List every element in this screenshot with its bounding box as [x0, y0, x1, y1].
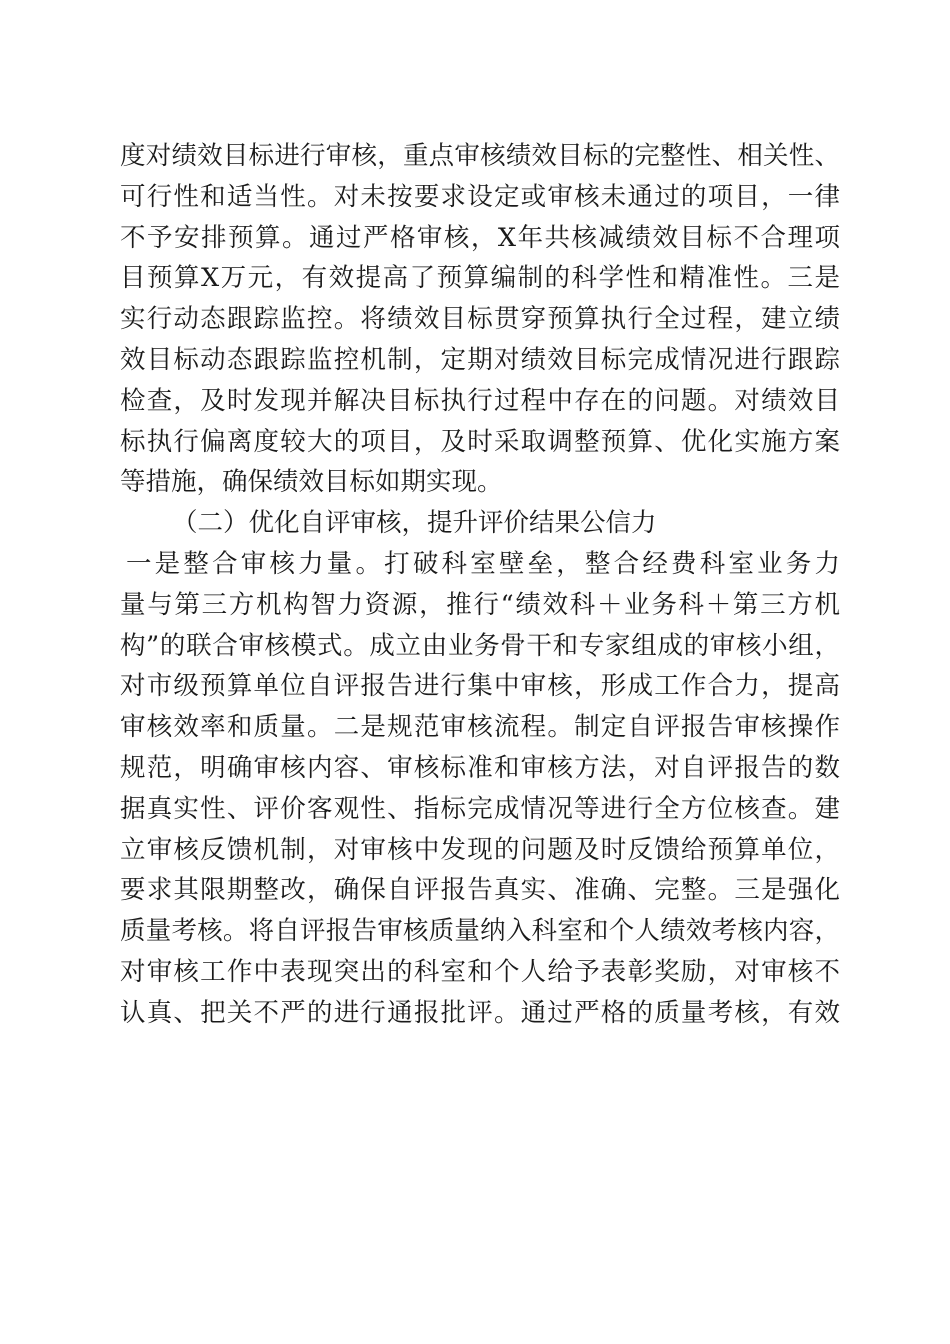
text-line: 构”的联合审核模式。成立由业务骨干和专家组成的审核小组， [120, 630, 840, 661]
text-line: 标执行偏离度较大的项目，及时采取调整预算、优化实施方案 [120, 426, 840, 457]
text-line: 要求其限期整改，确保自评报告真实、准确、完整。三是强化 [120, 875, 840, 906]
text-line: 量与第三方机构智力资源，推行“绩效科＋业务科＋第三方机 [120, 589, 840, 620]
text-line: 审核效率和质量。二是规范审核流程。制定自评报告审核操作 [120, 712, 840, 743]
text-line: 效目标动态跟踪监控机制，定期对绩效目标完成情况进行跟踪 [120, 344, 840, 375]
text-line: 一是整合审核力量。打破科室壁垒，整合经费科室业务力 [126, 548, 840, 579]
text-line: 实行动态跟踪监控。将绩效目标贯穿预算执行全过程，建立绩 [120, 304, 840, 335]
text-line: 目预算X万元，有效提高了预算编制的科学性和精准性。三是 [120, 263, 840, 294]
body-text [120, 136, 840, 1034]
text-line: 质量考核。将自评报告审核质量纳入科室和个人绩效考核内容， [120, 916, 840, 947]
text-line: 据真实性、评价客观性、指标完成情况等进行全方位核查。建 [120, 793, 840, 824]
text-line: 不予安排预算。通过严格审核，X年共核减绩效目标不合理项 [120, 222, 840, 253]
text-line: 度对绩效目标进行审核，重点审核绩效目标的完整性、相关性、 [120, 141, 840, 171]
text-line: 可行性和适当性。对未按要求设定或审核未通过的项目，一律 [120, 181, 840, 212]
text-line: 对市级预算单位自评报告进行集中审核，形成工作合力，提高 [120, 671, 840, 702]
text-line: 等措施，确保绩效目标如期实现。 [120, 467, 503, 498]
text-line: 检查，及时发现并解决目标执行过程中存在的问题。对绩效目 [120, 385, 840, 416]
text-line: 认真、把关不严的进行通报批评。通过严格的质量考核，有效 [120, 997, 840, 1028]
section-heading: （二）优化自评审核，提升评价结果公信力 [172, 508, 657, 539]
text-line: 规范，明确审核内容、审核标准和审核方法，对自评报告的数 [120, 752, 840, 783]
text-line: 对审核工作中表现突出的科室和个人给予表彰奖励，对审核不 [120, 956, 840, 987]
text-line: 立审核反馈机制，对审核中发现的问题及时反馈给预算单位， [120, 834, 840, 865]
